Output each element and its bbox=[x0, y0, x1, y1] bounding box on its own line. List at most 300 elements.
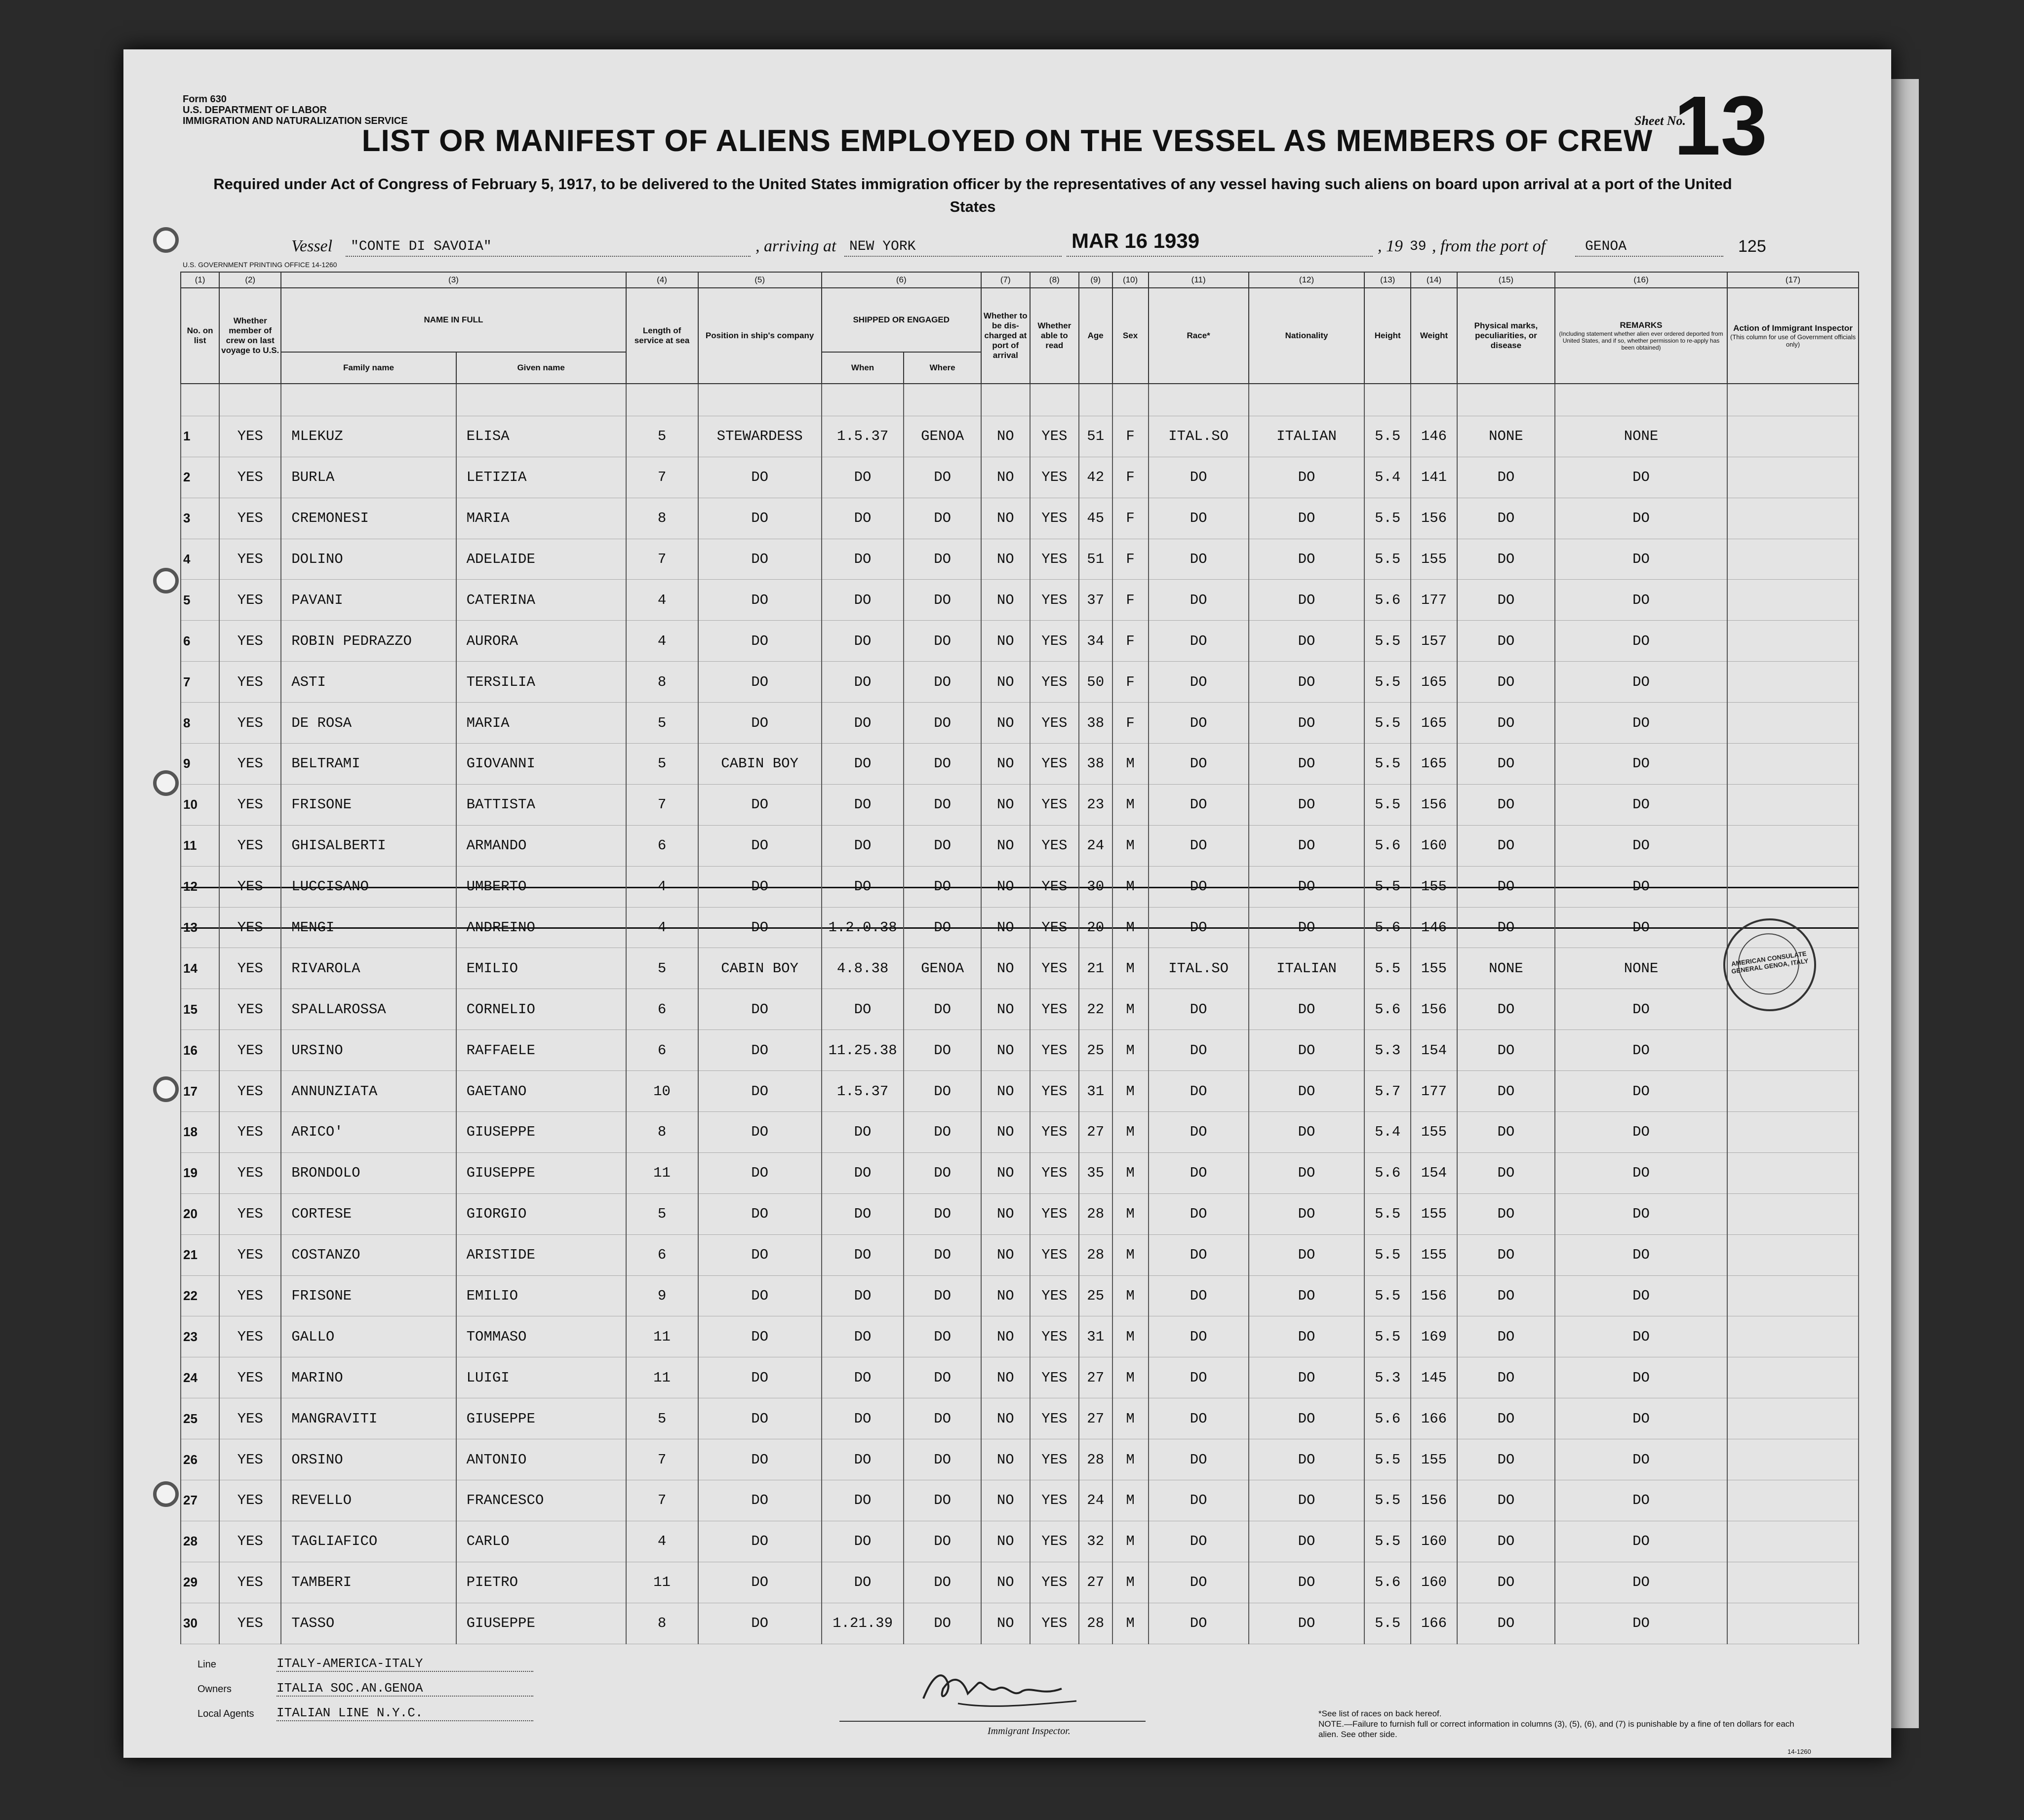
table-row bbox=[181, 743, 1859, 784]
race-cell: DO bbox=[1149, 866, 1249, 907]
position-cell: DO bbox=[698, 662, 822, 703]
col-num: (14) bbox=[1411, 272, 1457, 288]
sex-cell: M bbox=[1112, 1439, 1149, 1480]
discharged-cell: NO bbox=[981, 743, 1030, 784]
sex-cell: M bbox=[1112, 784, 1149, 825]
table-row bbox=[181, 1562, 1859, 1603]
header-nationality: Nationality bbox=[1249, 288, 1365, 384]
position-cell: DO bbox=[698, 1562, 822, 1603]
agents-label: Local Agents bbox=[198, 1708, 254, 1719]
col-num: (17) bbox=[1727, 272, 1859, 288]
member-prev-cell: YES bbox=[219, 1234, 281, 1275]
member-prev-cell: YES bbox=[219, 1521, 281, 1562]
service-length-cell: 7 bbox=[626, 539, 698, 580]
footer-owners bbox=[198, 1681, 423, 1696]
remarks-cell: DO bbox=[1555, 457, 1727, 498]
race-cell: DO bbox=[1149, 1480, 1249, 1521]
when-cell: DO bbox=[822, 1234, 904, 1275]
nationality-cell: DO bbox=[1249, 1480, 1365, 1521]
age-cell: 27 bbox=[1079, 1357, 1112, 1398]
where-cell: DO bbox=[904, 1112, 981, 1153]
nationality-cell: DO bbox=[1249, 539, 1365, 580]
arriving-label: , arriving at bbox=[755, 237, 836, 255]
row-number: 27 bbox=[181, 1480, 219, 1521]
sex-cell: M bbox=[1112, 1480, 1149, 1521]
service-length-cell: 5 bbox=[626, 948, 698, 989]
service-length-cell: 6 bbox=[626, 1030, 698, 1071]
race-cell: DO bbox=[1149, 1439, 1249, 1480]
physical-marks-cell: DO bbox=[1457, 703, 1555, 744]
when-cell: DO bbox=[822, 662, 904, 703]
family-name-cell: MLEKUZ bbox=[281, 416, 456, 457]
weight-cell: 156 bbox=[1411, 784, 1457, 825]
family-name-cell: BELTRAMI bbox=[281, 743, 456, 784]
family-name-cell: DOLINO bbox=[281, 539, 456, 580]
when-cell: DO bbox=[822, 580, 904, 621]
row-number: 23 bbox=[181, 1316, 219, 1357]
col-num: (13) bbox=[1364, 272, 1411, 288]
member-prev-cell: YES bbox=[219, 1480, 281, 1521]
family-name-cell: ARICO' bbox=[281, 1112, 456, 1153]
weight-cell: 177 bbox=[1411, 580, 1457, 621]
agents-value: ITALIAN LINE N.Y.C. bbox=[277, 1705, 533, 1721]
row-number: 18 bbox=[181, 1112, 219, 1153]
header-length-service: Length of service at sea bbox=[626, 288, 698, 384]
remarks-cell: DO bbox=[1555, 1439, 1727, 1480]
member-prev-cell: YES bbox=[219, 1275, 281, 1316]
family-name-cell: FRISONE bbox=[281, 1275, 456, 1316]
given-name-cell: RAFFAELE bbox=[456, 1030, 626, 1071]
height-cell: 5.6 bbox=[1364, 1562, 1411, 1603]
when-cell: 1.5.37 bbox=[822, 416, 904, 457]
sex-cell: M bbox=[1112, 1562, 1149, 1603]
crew-manifest-table bbox=[180, 272, 1859, 1644]
age-cell: 30 bbox=[1079, 866, 1112, 907]
height-cell: 5.4 bbox=[1364, 1112, 1411, 1153]
action-cell bbox=[1727, 743, 1859, 784]
member-prev-cell: YES bbox=[219, 907, 281, 948]
action-cell bbox=[1727, 1275, 1859, 1316]
action-cell bbox=[1727, 539, 1859, 580]
nationality-cell: DO bbox=[1249, 662, 1365, 703]
nationality-cell: DO bbox=[1249, 1562, 1365, 1603]
printing-office: U.S. GOVERNMENT PRINTING OFFICE 14-1260 bbox=[183, 261, 337, 269]
age-cell: 34 bbox=[1079, 621, 1112, 662]
position-cell: DO bbox=[698, 580, 822, 621]
given-name-cell: TOMMASO bbox=[456, 1316, 626, 1357]
header-member-prev: Whether member of crew on last voyage to U.S. bbox=[219, 288, 281, 384]
weight-cell: 146 bbox=[1411, 416, 1457, 457]
header-race: Race* bbox=[1149, 288, 1249, 384]
nationality-cell: DO bbox=[1249, 1152, 1365, 1193]
from-port: GENOA bbox=[1585, 239, 1627, 254]
row-number: 7 bbox=[181, 662, 219, 703]
remarks-cell: DO bbox=[1555, 662, 1727, 703]
header-no-on-list: No. on list bbox=[181, 288, 219, 384]
footer-notes bbox=[1318, 1708, 1812, 1740]
given-name-cell: LUIGI bbox=[456, 1357, 626, 1398]
height-cell: 5.5 bbox=[1364, 703, 1411, 744]
service-length-cell: 10 bbox=[626, 1071, 698, 1112]
nationality-cell: DO bbox=[1249, 1439, 1365, 1480]
remarks-cell: DO bbox=[1555, 621, 1727, 662]
table-row bbox=[181, 662, 1859, 703]
sex-cell: M bbox=[1112, 907, 1149, 948]
nationality-cell: DO bbox=[1249, 1603, 1365, 1644]
where-cell: DO bbox=[904, 989, 981, 1030]
remarks-cell: DO bbox=[1555, 1071, 1727, 1112]
physical-marks-cell: DO bbox=[1457, 743, 1555, 784]
position-cell: DO bbox=[698, 703, 822, 744]
page-title: LIST OR MANIFEST OF ALIENS EMPLOYED ON THE VESSEL AS MEMBERS OF CREW bbox=[361, 124, 1653, 158]
when-cell: DO bbox=[822, 498, 904, 539]
nationality-cell: DO bbox=[1249, 1071, 1365, 1112]
header-name-in-full: NAME IN FULL bbox=[281, 288, 626, 352]
when-cell: DO bbox=[822, 1193, 904, 1234]
form-number: Form 630 bbox=[183, 94, 227, 105]
family-name-cell: CREMONESI bbox=[281, 498, 456, 539]
service-length-cell: 5 bbox=[626, 1193, 698, 1234]
position-cell: STEWARDESS bbox=[698, 416, 822, 457]
position-cell: DO bbox=[698, 1316, 822, 1357]
action-cell bbox=[1727, 416, 1859, 457]
row-number: 21 bbox=[181, 1234, 219, 1275]
where-cell: DO bbox=[904, 1480, 981, 1521]
physical-marks-cell: DO bbox=[1457, 1439, 1555, 1480]
table-row bbox=[181, 1357, 1859, 1398]
position-cell: DO bbox=[698, 1480, 822, 1521]
nationality-cell: DO bbox=[1249, 1030, 1365, 1071]
remarks-title: REMARKS bbox=[1620, 320, 1663, 330]
when-cell: DO bbox=[822, 621, 904, 662]
race-cell: DO bbox=[1149, 1234, 1249, 1275]
row-number: 9 bbox=[181, 743, 219, 784]
row-number: 14 bbox=[181, 948, 219, 989]
header-where: Where bbox=[904, 352, 981, 384]
given-name-cell: GIUSEPPE bbox=[456, 1398, 626, 1439]
given-name-cell: AURORA bbox=[456, 621, 626, 662]
height-cell: 5.5 bbox=[1364, 539, 1411, 580]
family-name-cell: ROBIN PEDRAZZO bbox=[281, 621, 456, 662]
able-read-cell: YES bbox=[1030, 1439, 1079, 1480]
service-length-cell: 11 bbox=[626, 1562, 698, 1603]
physical-marks-cell: DO bbox=[1457, 662, 1555, 703]
family-name-cell: REVELLO bbox=[281, 1480, 456, 1521]
race-cell: DO bbox=[1149, 539, 1249, 580]
remarks-cell: DO bbox=[1555, 703, 1727, 744]
service-length-cell: 4 bbox=[626, 866, 698, 907]
table-row bbox=[181, 1152, 1859, 1193]
when-cell: DO bbox=[822, 1152, 904, 1193]
discharged-cell: NO bbox=[981, 784, 1030, 825]
sex-cell: F bbox=[1112, 498, 1149, 539]
header-position: Position in ship's company bbox=[698, 288, 822, 384]
when-cell: 1.2.0.38 bbox=[822, 907, 904, 948]
physical-marks-cell: DO bbox=[1457, 907, 1555, 948]
service-length-cell: 7 bbox=[626, 457, 698, 498]
action-cell bbox=[1727, 1562, 1859, 1603]
height-cell: 5.5 bbox=[1364, 866, 1411, 907]
column-number-row bbox=[181, 272, 1859, 288]
physical-marks-cell: DO bbox=[1457, 1603, 1555, 1644]
member-prev-cell: YES bbox=[219, 1193, 281, 1234]
discharged-cell: NO bbox=[981, 1357, 1030, 1398]
inspector-signature-line bbox=[839, 1721, 1146, 1722]
binder-hole bbox=[153, 568, 179, 593]
table-row bbox=[181, 1030, 1859, 1071]
age-cell: 27 bbox=[1079, 1562, 1112, 1603]
weight-cell: 156 bbox=[1411, 498, 1457, 539]
header-able-read: Whether able to read bbox=[1030, 288, 1079, 384]
able-read-cell: YES bbox=[1030, 1071, 1079, 1112]
discharged-cell: NO bbox=[981, 989, 1030, 1030]
age-cell: 38 bbox=[1079, 743, 1112, 784]
service-length-cell: 4 bbox=[626, 580, 698, 621]
sex-cell: F bbox=[1112, 662, 1149, 703]
remarks-cell: DO bbox=[1555, 743, 1727, 784]
given-name-cell: ANTONIO bbox=[456, 1439, 626, 1480]
sex-cell: M bbox=[1112, 825, 1149, 866]
sex-cell: M bbox=[1112, 1071, 1149, 1112]
member-prev-cell: YES bbox=[219, 866, 281, 907]
sex-cell: M bbox=[1112, 1234, 1149, 1275]
seal-text: AMERICAN CONSULATE GENERAL GENOA, ITALY bbox=[1731, 950, 1809, 975]
race-cell: DO bbox=[1149, 703, 1249, 744]
weight-cell: 160 bbox=[1411, 1562, 1457, 1603]
service-length-cell: 5 bbox=[626, 703, 698, 744]
when-cell: DO bbox=[822, 1275, 904, 1316]
member-prev-cell: YES bbox=[219, 1112, 281, 1153]
when-cell: DO bbox=[822, 1480, 904, 1521]
where-cell: DO bbox=[904, 907, 981, 948]
member-prev-cell: YES bbox=[219, 498, 281, 539]
member-prev-cell: YES bbox=[219, 457, 281, 498]
family-name-cell: ASTI bbox=[281, 662, 456, 703]
table-row bbox=[181, 1521, 1859, 1562]
where-cell: DO bbox=[904, 1193, 981, 1234]
physical-marks-cell: NONE bbox=[1457, 416, 1555, 457]
position-cell: DO bbox=[698, 1603, 822, 1644]
member-prev-cell: YES bbox=[219, 621, 281, 662]
sex-cell: F bbox=[1112, 416, 1149, 457]
row-number: 17 bbox=[181, 1071, 219, 1112]
age-cell: 25 bbox=[1079, 1030, 1112, 1071]
given-name-cell: PIETRO bbox=[456, 1562, 626, 1603]
position-cell: DO bbox=[698, 1234, 822, 1275]
remarks-cell: DO bbox=[1555, 1562, 1727, 1603]
row-number: 19 bbox=[181, 1152, 219, 1193]
given-name-cell: GIUSEPPE bbox=[456, 1152, 626, 1193]
height-cell: 5.5 bbox=[1364, 1480, 1411, 1521]
table-row bbox=[181, 1398, 1859, 1439]
weight-cell: 156 bbox=[1411, 1275, 1457, 1316]
race-cell: DO bbox=[1149, 1071, 1249, 1112]
position-cell: DO bbox=[698, 784, 822, 825]
member-prev-cell: YES bbox=[219, 1398, 281, 1439]
able-read-cell: YES bbox=[1030, 1398, 1079, 1439]
weight-cell: 155 bbox=[1411, 948, 1457, 989]
weight-cell: 155 bbox=[1411, 866, 1457, 907]
age-cell: 32 bbox=[1079, 1521, 1112, 1562]
age-cell: 21 bbox=[1079, 948, 1112, 989]
remarks-cell: DO bbox=[1555, 1030, 1727, 1071]
family-name-cell: SPALLAROSSA bbox=[281, 989, 456, 1030]
nationality-cell: ITALIAN bbox=[1249, 416, 1365, 457]
remarks-cell: DO bbox=[1555, 1357, 1727, 1398]
remarks-cell: DO bbox=[1555, 784, 1727, 825]
when-cell: DO bbox=[822, 1112, 904, 1153]
weight-cell: 156 bbox=[1411, 1480, 1457, 1521]
family-name-cell: PAVANI bbox=[281, 580, 456, 621]
race-cell: DO bbox=[1149, 1030, 1249, 1071]
page-number: 125 bbox=[1738, 237, 1766, 256]
nationality-cell: DO bbox=[1249, 866, 1365, 907]
given-name-cell: GAETANO bbox=[456, 1071, 626, 1112]
physical-marks-cell: DO bbox=[1457, 1316, 1555, 1357]
sex-cell: M bbox=[1112, 1112, 1149, 1153]
remarks-cell: DO bbox=[1555, 1316, 1727, 1357]
nationality-cell: DO bbox=[1249, 743, 1365, 784]
weight-cell: 157 bbox=[1411, 621, 1457, 662]
age-cell: 22 bbox=[1079, 989, 1112, 1030]
nationality-cell: DO bbox=[1249, 1112, 1365, 1153]
height-cell: 5.5 bbox=[1364, 784, 1411, 825]
given-name-cell: GIOVANNI bbox=[456, 743, 626, 784]
age-cell: 45 bbox=[1079, 498, 1112, 539]
able-read-cell: YES bbox=[1030, 1562, 1079, 1603]
where-cell: DO bbox=[904, 457, 981, 498]
blank-row bbox=[181, 384, 1859, 416]
table-row bbox=[181, 416, 1859, 457]
physical-marks-cell: DO bbox=[1457, 1112, 1555, 1153]
vessel-line bbox=[291, 229, 1723, 262]
arrival-date-stamp: MAR 16 1939 bbox=[1072, 229, 1200, 252]
action-cell bbox=[1727, 1193, 1859, 1234]
height-cell: 5.5 bbox=[1364, 1316, 1411, 1357]
member-prev-cell: YES bbox=[219, 1603, 281, 1644]
nationality-cell: DO bbox=[1249, 1193, 1365, 1234]
given-name-cell: GIUSEPPE bbox=[456, 1112, 626, 1153]
header-weight: Weight bbox=[1411, 288, 1457, 384]
position-cell: DO bbox=[698, 825, 822, 866]
height-cell: 5.5 bbox=[1364, 1439, 1411, 1480]
height-cell: 5.6 bbox=[1364, 825, 1411, 866]
action-title: Action of Immigrant Inspector bbox=[1733, 323, 1853, 333]
age-cell: 51 bbox=[1079, 416, 1112, 457]
discharged-cell: NO bbox=[981, 1030, 1030, 1071]
discharged-cell: NO bbox=[981, 580, 1030, 621]
physical-marks-cell: DO bbox=[1457, 1234, 1555, 1275]
physical-marks-cell: DO bbox=[1457, 784, 1555, 825]
race-cell: DO bbox=[1149, 907, 1249, 948]
manifest-body bbox=[181, 384, 1859, 1644]
family-name-cell: MENGI bbox=[281, 907, 456, 948]
header-row bbox=[181, 288, 1859, 352]
table-row bbox=[181, 825, 1859, 866]
remarks-cell: NONE bbox=[1555, 416, 1727, 457]
table-row bbox=[181, 1193, 1859, 1234]
table-row bbox=[181, 457, 1859, 498]
where-cell: GENOA bbox=[904, 948, 981, 989]
discharged-cell: NO bbox=[981, 1112, 1030, 1153]
given-name-cell: ARMANDO bbox=[456, 825, 626, 866]
header-given-name: Given name bbox=[456, 352, 626, 384]
table-row bbox=[181, 1480, 1859, 1521]
note-races: *See list of races on back hereof. bbox=[1318, 1709, 1442, 1718]
sex-cell: M bbox=[1112, 866, 1149, 907]
col-num: (8) bbox=[1030, 272, 1079, 288]
weight-cell: 155 bbox=[1411, 1439, 1457, 1480]
header-remarks bbox=[1555, 288, 1727, 384]
physical-marks-cell: DO bbox=[1457, 1357, 1555, 1398]
remarks-cell: DO bbox=[1555, 1480, 1727, 1521]
discharged-cell: NO bbox=[981, 662, 1030, 703]
nationality-cell: DO bbox=[1249, 703, 1365, 744]
race-cell: DO bbox=[1149, 1398, 1249, 1439]
given-name-cell: CORNELIO bbox=[456, 989, 626, 1030]
position-cell: DO bbox=[698, 457, 822, 498]
given-name-cell: ANDREINO bbox=[456, 907, 626, 948]
service-length-cell: 8 bbox=[626, 1603, 698, 1644]
given-name-cell: CARLO bbox=[456, 1521, 626, 1562]
given-name-cell: MARIA bbox=[456, 703, 626, 744]
where-cell: DO bbox=[904, 825, 981, 866]
age-cell: 51 bbox=[1079, 539, 1112, 580]
member-prev-cell: YES bbox=[219, 580, 281, 621]
col-num: (15) bbox=[1457, 272, 1555, 288]
height-cell: 5.5 bbox=[1364, 1234, 1411, 1275]
race-cell: DO bbox=[1149, 457, 1249, 498]
row-number: 6 bbox=[181, 621, 219, 662]
position-cell: DO bbox=[698, 498, 822, 539]
footer bbox=[198, 1654, 1827, 1753]
member-prev-cell: YES bbox=[219, 989, 281, 1030]
member-prev-cell: YES bbox=[219, 539, 281, 580]
nationality-cell: DO bbox=[1249, 1398, 1365, 1439]
position-cell: DO bbox=[698, 1112, 822, 1153]
position-cell: DO bbox=[698, 1193, 822, 1234]
action-cell bbox=[1727, 1398, 1859, 1439]
discharged-cell: NO bbox=[981, 1193, 1030, 1234]
manifest-page bbox=[123, 49, 1891, 1758]
row-number: 20 bbox=[181, 1193, 219, 1234]
weight-cell: 166 bbox=[1411, 1398, 1457, 1439]
form-code: 14-1260 bbox=[1787, 1748, 1811, 1755]
race-cell: DO bbox=[1149, 1275, 1249, 1316]
family-name-cell: MANGRAVITI bbox=[281, 1398, 456, 1439]
service-length-cell: 7 bbox=[626, 784, 698, 825]
service-length-cell: 7 bbox=[626, 1439, 698, 1480]
when-cell: DO bbox=[822, 703, 904, 744]
nationality-cell: DO bbox=[1249, 1275, 1365, 1316]
table-row bbox=[181, 989, 1859, 1030]
nationality-cell: DO bbox=[1249, 784, 1365, 825]
sex-cell: M bbox=[1112, 1521, 1149, 1562]
physical-marks-cell: DO bbox=[1457, 498, 1555, 539]
action-note: (This column for use of Government officials only) bbox=[1730, 333, 1856, 348]
height-cell: 5.6 bbox=[1364, 989, 1411, 1030]
height-cell: 5.7 bbox=[1364, 1071, 1411, 1112]
family-name-cell: RIVAROLA bbox=[281, 948, 456, 989]
service-length-cell: 6 bbox=[626, 825, 698, 866]
row-number: 12 bbox=[181, 866, 219, 907]
able-read-cell: YES bbox=[1030, 866, 1079, 907]
race-cell: DO bbox=[1149, 1112, 1249, 1153]
member-prev-cell: YES bbox=[219, 1152, 281, 1193]
weight-cell: 155 bbox=[1411, 539, 1457, 580]
member-prev-cell: YES bbox=[219, 743, 281, 784]
row-number: 1 bbox=[181, 416, 219, 457]
